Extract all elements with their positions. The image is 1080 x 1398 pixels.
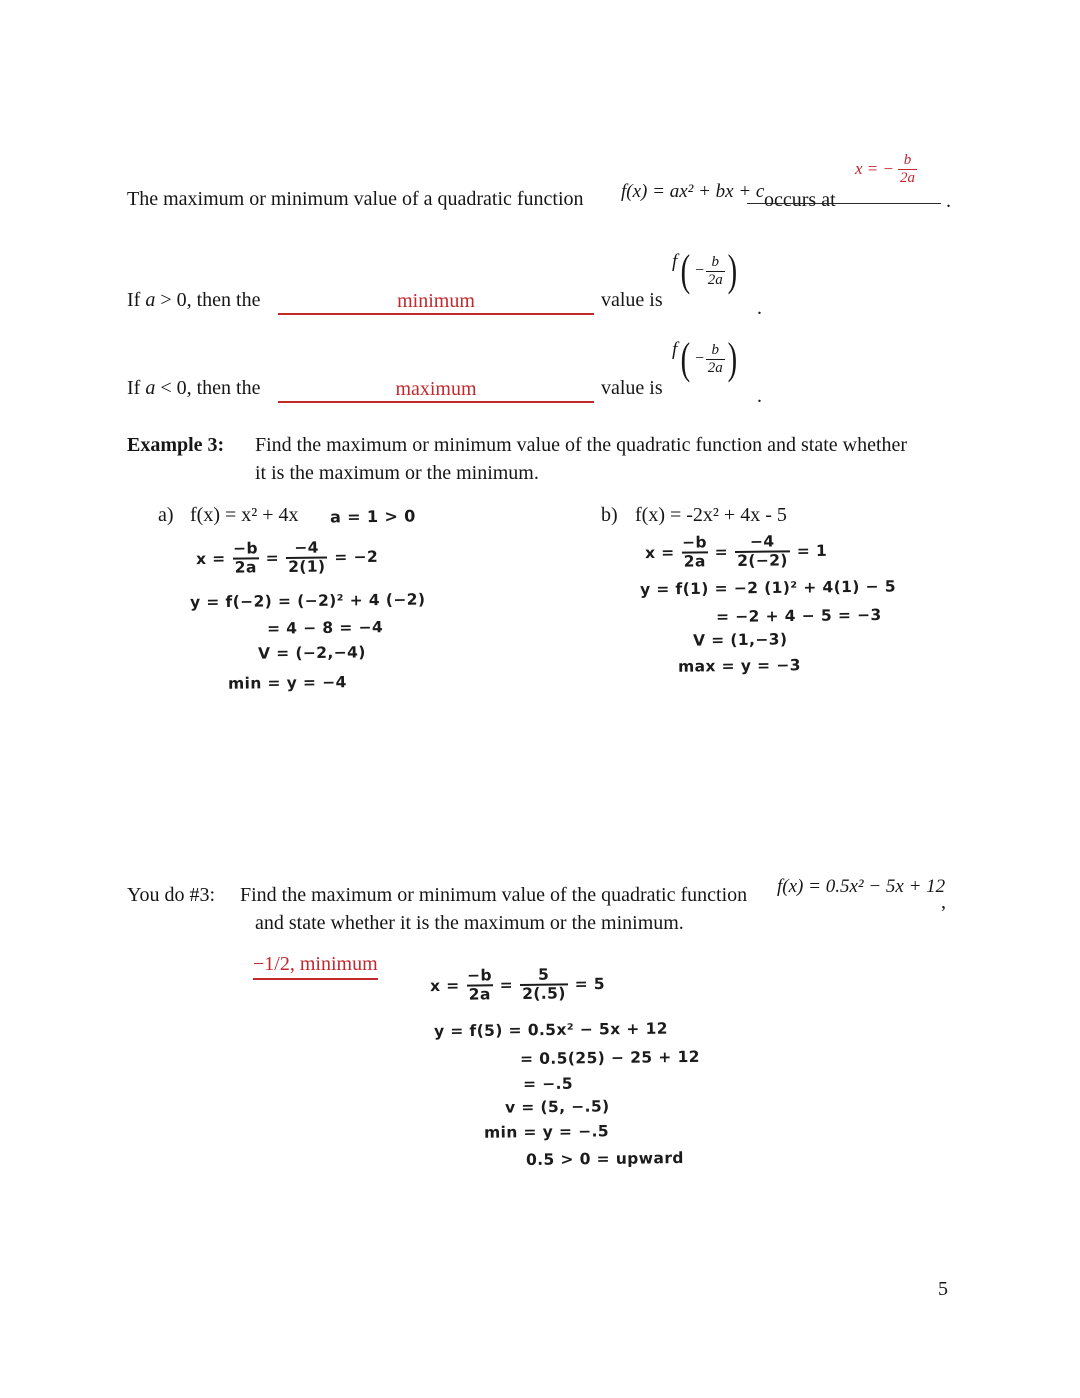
condition-negative-lead (127, 377, 260, 400)
part-a-function: f(x) = x² + 4x (190, 504, 299, 526)
close-paren: ) (727, 334, 737, 383)
f-of-vertex-expression-2 (672, 334, 739, 383)
answer-blank-line (747, 203, 941, 204)
fraction-denominator: 2(1) (286, 557, 328, 577)
fraction-denominator: 2(−2) (735, 551, 790, 571)
part-a-work-substitute: y = f(−2) = (−2)² + 4 (−2) (189, 590, 426, 612)
condition-positive-tail: value is (601, 289, 663, 311)
condition-positive-lead2: > 0, then the (155, 289, 261, 311)
youdo-work-vertex: v = (5, −.5) (504, 1097, 610, 1117)
youdo-work-min: min = y = −.5 (483, 1122, 610, 1142)
youdo-description-line1: Find the maximum or minimum value of the quadratic function (240, 884, 748, 906)
f-symbol: f (672, 251, 678, 273)
youdo-quadratic-formula: f(x) = 0.5x² − 5x + 12 (777, 876, 946, 897)
work-text: x = (429, 977, 460, 996)
fraction-denominator: 2a (682, 552, 708, 572)
work-result: = 5 (574, 975, 606, 994)
part-b-function: f(x) = -2x² + 4x - 5 (635, 504, 787, 526)
youdo-work-simplify: = −.5 (522, 1074, 574, 1094)
work-result: = 1 (796, 542, 828, 561)
page-number: 5 (938, 1278, 948, 1300)
b-over-2a-fraction (706, 342, 725, 376)
part-a-work-vertex: V = (−2,−4) (257, 643, 366, 663)
part-b-work-vertex-x (645, 533, 828, 572)
neg-b-over-2a-fraction (466, 967, 492, 1004)
vertex-x-answer-fraction (898, 152, 917, 186)
youdo-red-answer: −1/2, minimum (253, 953, 378, 980)
equals-sign: = (499, 976, 514, 995)
part-b-item-label: b) (601, 504, 618, 526)
fraction-numerator: −b (466, 966, 493, 985)
fraction-numerator: −b (232, 539, 259, 558)
example3-description-line1: Find the maximum or minimum value of the quadratic function and state whether (255, 434, 908, 456)
neg-b-over-2a-fraction (681, 534, 707, 571)
open-paren: ( (680, 334, 691, 383)
part-a-a-positive-note: a = 1 > 0 (329, 506, 416, 527)
fraction-denominator: 2a (900, 169, 915, 186)
fraction-numerator: −4 (749, 532, 775, 551)
fraction-denominator: 2(.5) (520, 984, 568, 1004)
minus-sign: − (693, 350, 705, 368)
part-b-work-simplify: = −2 + 4 − 5 = −3 (715, 605, 882, 627)
b-over-2a-fraction (706, 254, 725, 288)
youdo-label: You do #3: (127, 884, 215, 906)
substituted-fraction (286, 540, 328, 577)
part-a-work-vertex-x (196, 539, 379, 578)
fraction-numerator: b (711, 342, 719, 359)
fraction-numerator: −4 (294, 538, 319, 557)
part-b-work-substitute: y = f(1) = −2 (1)² + 4(1) − 5 (639, 577, 897, 599)
f-of-vertex-expression-1 (672, 246, 739, 295)
blank-minimum-answer: minimum (397, 290, 475, 312)
fraction-denominator: 2a (467, 985, 493, 1005)
work-result: = −2 (334, 548, 379, 567)
youdo-comma: , (941, 891, 946, 913)
equals-sign: = (714, 543, 729, 562)
condition-negative-tail: value is (601, 377, 663, 399)
open-paren: ( (680, 246, 691, 295)
substituted-fraction (520, 966, 568, 1003)
substituted-fraction (735, 533, 790, 570)
close-paren: ) (727, 246, 737, 295)
work-text: x = (644, 544, 675, 563)
fraction-numerator: 5 (538, 965, 550, 984)
part-b-work-vertex: V = (1,−3) (692, 630, 788, 650)
work-text: x = (195, 550, 226, 569)
condition-negative-lead2: < 0, then the (155, 377, 261, 399)
condition-negative-lead1: If (127, 377, 146, 399)
condition-negative-var: a (145, 377, 156, 399)
vertex-x-answer-prefix: x = − (855, 159, 894, 178)
youdo-description-line2: and state whether it is the maximum or the minimum. (255, 912, 684, 934)
blank-minimum (278, 286, 594, 315)
intro-quadratic-formula: f(x) = ax² + bx + c (621, 181, 765, 202)
condition-positive-period: . (757, 297, 762, 319)
fraction-denominator: 2a (233, 558, 259, 578)
youdo-work-direction-note: 0.5 > 0 = upward (525, 1149, 684, 1169)
condition-negative-period: . (757, 385, 762, 407)
equals-sign: = (265, 549, 280, 568)
part-a-work-min: min = y = −4 (227, 673, 347, 693)
minus-sign: − (693, 262, 705, 280)
youdo-work-substitute: y = f(5) = 0.5x² − 5x + 12 (433, 1019, 669, 1041)
f-symbol: f (672, 339, 678, 361)
fraction-denominator: 2a (707, 271, 723, 288)
intro-period: . (946, 190, 951, 212)
vertex-x-answer (855, 152, 917, 186)
part-a-item-label: a) (158, 504, 174, 526)
occurs-at-text: occurs at (764, 189, 836, 211)
fraction-denominator: 2a (707, 359, 723, 376)
example3-label: Example 3: (127, 434, 225, 456)
condition-positive-var: a (145, 289, 156, 311)
intro-text: The maximum or minimum value of a quadratic function (127, 188, 584, 210)
neg-b-over-2a-fraction (232, 540, 258, 577)
part-a-work-simplify: = 4 − 8 = −4 (266, 618, 384, 638)
part-b-work-max: max = y = −3 (677, 656, 801, 676)
condition-positive-lead (127, 289, 260, 312)
fraction-numerator: b (903, 152, 912, 168)
youdo-work-vertex-x (430, 966, 605, 1005)
blank-maximum (278, 374, 594, 403)
blank-maximum-answer: maximum (395, 378, 477, 400)
fraction-numerator: b (711, 254, 719, 271)
example3-description-line2: it is the maximum or the minimum. (255, 462, 539, 484)
fraction-numerator: −b (681, 533, 708, 552)
youdo-work-expand: = 0.5(25) − 25 + 12 (519, 1047, 700, 1069)
condition-positive-lead1: If (127, 289, 146, 311)
